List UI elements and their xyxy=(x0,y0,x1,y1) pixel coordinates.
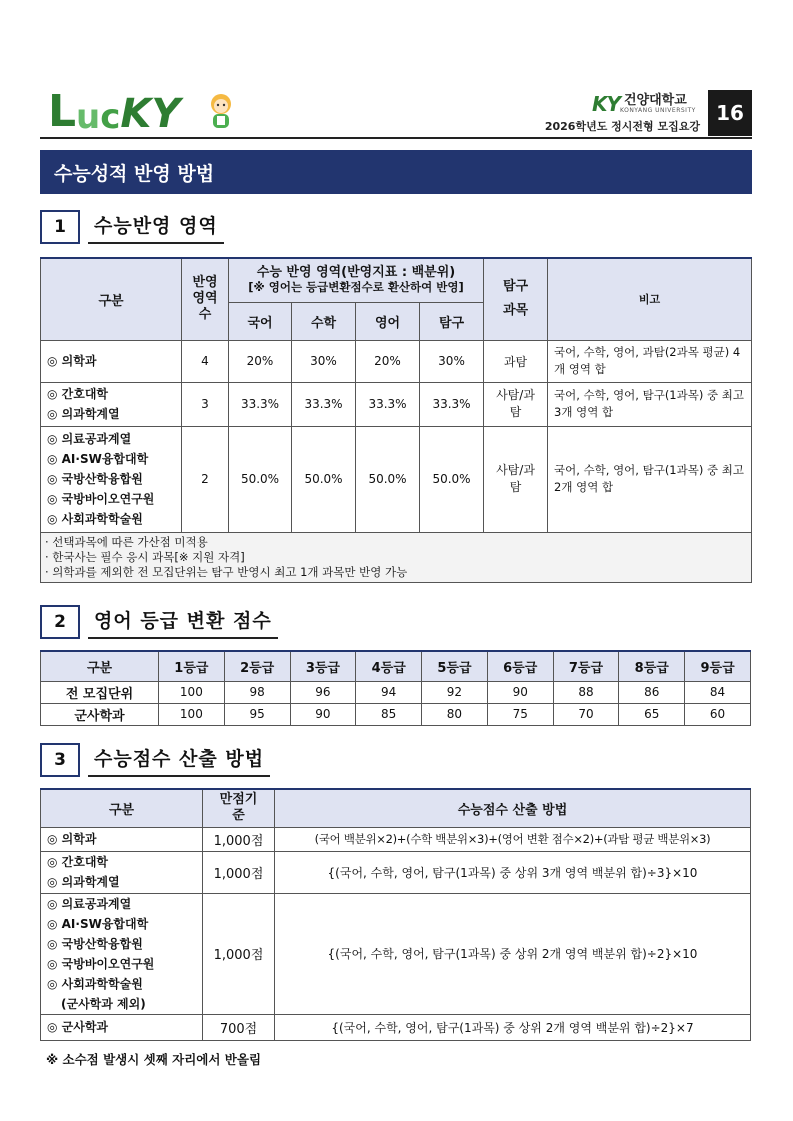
inquiry-subject: 사탐/과탐 xyxy=(484,426,548,532)
formula-cell: {(국어, 수학, 영어, 탐구(1과목) 중 상위 3개 영역 백분위 합)÷3}×10 xyxy=(275,851,751,893)
score-cell: 90 xyxy=(290,703,356,725)
grade-header: 4등급 xyxy=(356,651,422,681)
grade-header: 3등급 xyxy=(290,651,356,681)
grade-header: 9등급 xyxy=(685,651,751,681)
table-row xyxy=(41,681,751,703)
document-title: 2026학년도 정시전형 모집요강 xyxy=(544,120,700,133)
dept-name: ◎ 의과학계열 xyxy=(47,875,120,889)
univ-mark: KY xyxy=(592,92,620,116)
english-grade-table xyxy=(40,650,751,726)
university-logo xyxy=(592,92,696,116)
section-heading-title: 수능반영 영역 xyxy=(88,211,224,244)
table-row xyxy=(41,382,752,426)
max-score: 700점 xyxy=(203,1014,275,1040)
header-area-note: [※ 영어는 등급변환점수로 환산하여 반영] xyxy=(248,280,464,295)
dept-name: ◎ 국방바이오연구원 xyxy=(47,492,155,506)
header-korean: 국어 xyxy=(229,302,292,340)
formula-cell: (국어 백분위×2)+(수학 백분위×3)+(영어 변환 점수×2)+(과탐 평균 백분위×3) xyxy=(275,827,751,851)
score-cell: 95 xyxy=(224,703,290,725)
header-english: 영어 xyxy=(356,302,420,340)
logo-letter: u xyxy=(76,97,101,137)
max-score: 1,000점 xyxy=(203,851,275,893)
max-score: 1,000점 xyxy=(203,893,275,1014)
table-row xyxy=(41,426,752,532)
notes-row xyxy=(41,532,752,582)
grade-header: 6등급 xyxy=(487,651,553,681)
header-note: 비고 xyxy=(548,258,752,340)
header-area-count: 반영영역수 xyxy=(182,258,229,340)
dept-name: ◎ 사회과학학술원 xyxy=(47,976,143,991)
mascot-icon xyxy=(206,92,236,132)
math-ratio: 50.0% xyxy=(292,426,356,532)
dept-name: ◎ 간호대학 xyxy=(47,387,109,401)
header-gubun: 구분 xyxy=(41,651,159,681)
logo-letter: c xyxy=(100,97,121,137)
dept-name: ◎ 군사학과 xyxy=(47,1020,109,1034)
score-cell: 70 xyxy=(553,703,619,725)
area-count: 4 xyxy=(182,340,229,382)
formula-cell: {(국어, 수학, 영어, 탐구(1과목) 중 상위 2개 영역 백분위 합)÷2}×10 xyxy=(275,893,751,1014)
max-score: 1,000점 xyxy=(203,827,275,851)
note-cell: 국어, 수학, 영어, 탐구(1과목) 중 최고 3개 영역 합 xyxy=(548,382,752,426)
table-row xyxy=(41,827,751,851)
dept-name: (군사학과 제외) xyxy=(61,996,146,1011)
section-title: 수능성적 반영 방법 xyxy=(40,150,752,194)
english-ratio: 33.3% xyxy=(356,382,420,426)
table-row xyxy=(41,703,751,725)
dept-name: ◎ 국방산학융합원 xyxy=(47,472,143,486)
korean-ratio: 20% xyxy=(229,340,292,382)
table-row xyxy=(41,1014,751,1040)
score-cell: 100 xyxy=(159,703,225,725)
inquiry-ratio: 33.3% xyxy=(420,382,484,426)
grade-header: 7등급 xyxy=(553,651,619,681)
note-line: · 선택과목에 따른 가산점 미적용 xyxy=(45,534,208,549)
dept-name: ◎ 국방바이오연구원 xyxy=(47,956,155,971)
note-cell: 국어, 수학, 영어, 탐구(1과목) 중 최고 2개 영역 합 xyxy=(548,426,752,532)
header-area xyxy=(229,258,484,302)
dept-cell xyxy=(41,426,182,532)
reflection-area-table xyxy=(40,257,752,583)
page-number: 16 xyxy=(708,90,752,136)
section-2-heading xyxy=(40,605,278,639)
score-cell: 88 xyxy=(553,681,619,703)
score-cell: 100 xyxy=(159,681,225,703)
inquiry-subject: 사탐/과탐 xyxy=(484,382,548,426)
univ-name: 건양대학교 xyxy=(623,92,687,108)
footnote: ※ 소수점 발생시 셋째 자리에서 반올림 xyxy=(46,1052,262,1067)
score-cell: 65 xyxy=(619,703,685,725)
score-cell: 85 xyxy=(356,703,422,725)
grade-header: 1등급 xyxy=(159,651,225,681)
dept-cell xyxy=(41,851,203,893)
dept-name: ◎ AI·SW융합대학 xyxy=(47,452,149,466)
dept-name: ◎ 국방산학융합원 xyxy=(47,936,143,951)
section-1-heading xyxy=(40,210,224,244)
table-row xyxy=(41,340,752,382)
header-method: 수능점수 산출 방법 xyxy=(275,789,751,827)
section-number: 1 xyxy=(40,210,80,244)
section-heading-title: 수능점수 산출 방법 xyxy=(88,744,270,777)
table-row xyxy=(41,851,751,893)
dept-cell xyxy=(41,382,182,426)
inquiry-ratio: 50.0% xyxy=(420,426,484,532)
section-number: 3 xyxy=(40,743,80,777)
korean-ratio: 33.3% xyxy=(229,382,292,426)
dept-name: ◎ 의학과 xyxy=(47,354,97,368)
dept-name: ◎ 의과학계열 xyxy=(47,407,120,421)
score-calculation-table xyxy=(40,788,751,1041)
dept-name: ◎ 의료공과계열 xyxy=(47,432,132,446)
score-cell: 86 xyxy=(619,681,685,703)
header-inquiry-subject: 탐구과목 xyxy=(484,258,548,340)
korean-ratio: 50.0% xyxy=(229,426,292,532)
grade-header: 8등급 xyxy=(619,651,685,681)
dept-cell xyxy=(41,827,203,851)
header-area-title: 수능 반영 영역(반영지표 : 백분위) xyxy=(256,265,456,281)
header-divider xyxy=(40,137,752,139)
dept-name: ◎ 간호대학 xyxy=(47,855,109,869)
section-number: 2 xyxy=(40,605,80,639)
logo-letter: L xyxy=(48,86,77,137)
header-gubun: 구분 xyxy=(41,789,203,827)
score-cell: 96 xyxy=(290,681,356,703)
univ-name-en: KONYANG UNIVERSITY xyxy=(619,106,696,114)
row-label: 전 모집단위 xyxy=(41,681,159,703)
score-cell: 80 xyxy=(422,703,488,725)
score-cell: 84 xyxy=(685,681,751,703)
header-inquiry: 탐구 xyxy=(420,302,484,340)
inquiry-ratio: 30% xyxy=(420,340,484,382)
row-label: 군사학과 xyxy=(41,703,159,725)
math-ratio: 33.3% xyxy=(292,382,356,426)
math-ratio: 30% xyxy=(292,340,356,382)
area-count: 3 xyxy=(182,382,229,426)
dept-name: ◎ AI·SW융합대학 xyxy=(47,916,149,931)
section-heading-title: 영어 등급 변환 점수 xyxy=(88,606,278,639)
note-line: · 의학과를 제외한 전 모집단위는 탐구 반영시 최고 1개 과목만 반영 가능 xyxy=(45,564,408,579)
inquiry-subject: 과탐 xyxy=(484,340,548,382)
lucky-logo xyxy=(48,86,181,137)
score-cell: 75 xyxy=(487,703,553,725)
dept-cell xyxy=(41,893,203,1014)
section-3-heading xyxy=(40,743,270,777)
formula-cell: {(국어, 수학, 영어, 탐구(1과목) 중 상위 2개 영역 백분위 합)÷2}×7 xyxy=(275,1014,751,1040)
score-cell: 92 xyxy=(422,681,488,703)
note-line: · 한국사는 필수 응시 과목[※ 지원 자격] xyxy=(45,549,245,564)
dept-name: ◎ 의학과 xyxy=(47,832,97,846)
header-gubun: 구분 xyxy=(41,258,182,340)
score-cell: 98 xyxy=(224,681,290,703)
header-max-score: 만점기준 xyxy=(203,789,275,827)
score-cell: 94 xyxy=(356,681,422,703)
area-count: 2 xyxy=(182,426,229,532)
score-cell: 60 xyxy=(685,703,751,725)
table-row xyxy=(41,893,751,1014)
english-ratio: 20% xyxy=(356,340,420,382)
score-cell: 90 xyxy=(487,681,553,703)
dept-cell xyxy=(41,340,182,382)
note-cell: 국어, 수학, 영어, 과탐(2과목 평균) 4개 영역 합 xyxy=(548,340,752,382)
grade-header: 2등급 xyxy=(224,651,290,681)
header-math: 수학 xyxy=(292,302,356,340)
dept-name: ◎ 사회과학학술원 xyxy=(47,512,143,526)
logo-letter: KY xyxy=(120,91,181,137)
notes-cell xyxy=(41,532,752,582)
grade-header: 5등급 xyxy=(422,651,488,681)
english-ratio: 50.0% xyxy=(356,426,420,532)
dept-name: ◎ 의료공과계열 xyxy=(47,896,132,911)
dept-cell xyxy=(41,1014,203,1040)
